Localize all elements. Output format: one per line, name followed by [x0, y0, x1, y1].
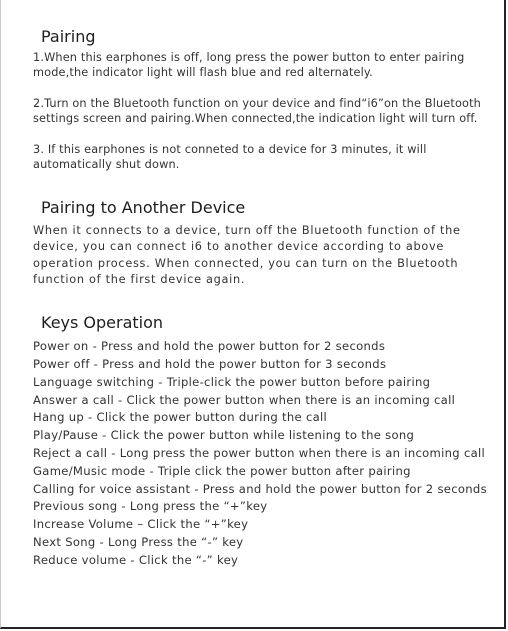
pairing-heading: Pairing: [41, 27, 96, 46]
pairing-step-2: 2.Turn on the Bluetooth function on your device and find“i6”on the Bluetooth settings screen and pairing.When connected,the indication light will turn off.: [33, 97, 481, 125]
keys-list-item: Power on - Press and hold the power button for 2 seconds: [33, 339, 386, 354]
keys-list-item: Play/Pause - Click the power button while listening to the song: [33, 428, 415, 443]
another-device-text: When it connects to a device, turn off the Bluetooth function of the device, you can connect i6 to another device according to above operation process. When connected, you can turn on the Bluetooth function of the first device again.: [33, 224, 461, 286]
keys-list-item: Game/Music mode - Triple click the power button after pairing: [33, 463, 411, 478]
another-device-section: [33, 198, 489, 288]
keys-list-item: Increase Volume – Click the “+”key: [33, 517, 249, 532]
keys-list-item: Reject a call - Long press the power button when there is an incoming call: [33, 445, 486, 460]
keys-list-item: Next Song - Long Press the “-” key: [33, 534, 244, 549]
keys-list-item: Power off - Press and hold the power button for 3 seconds: [33, 356, 387, 371]
keys-list: [33, 338, 489, 569]
keys-list-item: Language switching - Triple-click the power button before pairing: [33, 374, 431, 389]
keys-section: [33, 313, 489, 569]
pairing-section: [33, 27, 489, 172]
another-device-heading: Pairing to Another Device: [41, 198, 246, 217]
pairing-step-3: 3. If this earphones is not conneted to a device for 3 minutes, it will automatically shut down.: [33, 143, 427, 171]
keys-list-item: Answer a call - Click the power button when there is an incoming call: [33, 392, 456, 407]
keys-list-item: Calling for voice assistant - Press and hold the power button for 2 seconds: [33, 481, 487, 496]
keys-list-item: Reduce volume - Click the “-” key: [33, 552, 239, 567]
pairing-step-1: 1.When this earphones is off, long press the power button to enter pairing mode,the indicator light will flash blue and red alternately.: [33, 51, 465, 79]
keys-list-item: Previous song - Long press the “+”key: [33, 499, 268, 514]
keys-list-item: Hang up - Click the power button during the call: [33, 410, 328, 425]
manual-content: [33, 27, 489, 570]
keys-heading: Keys Operation: [41, 313, 164, 333]
